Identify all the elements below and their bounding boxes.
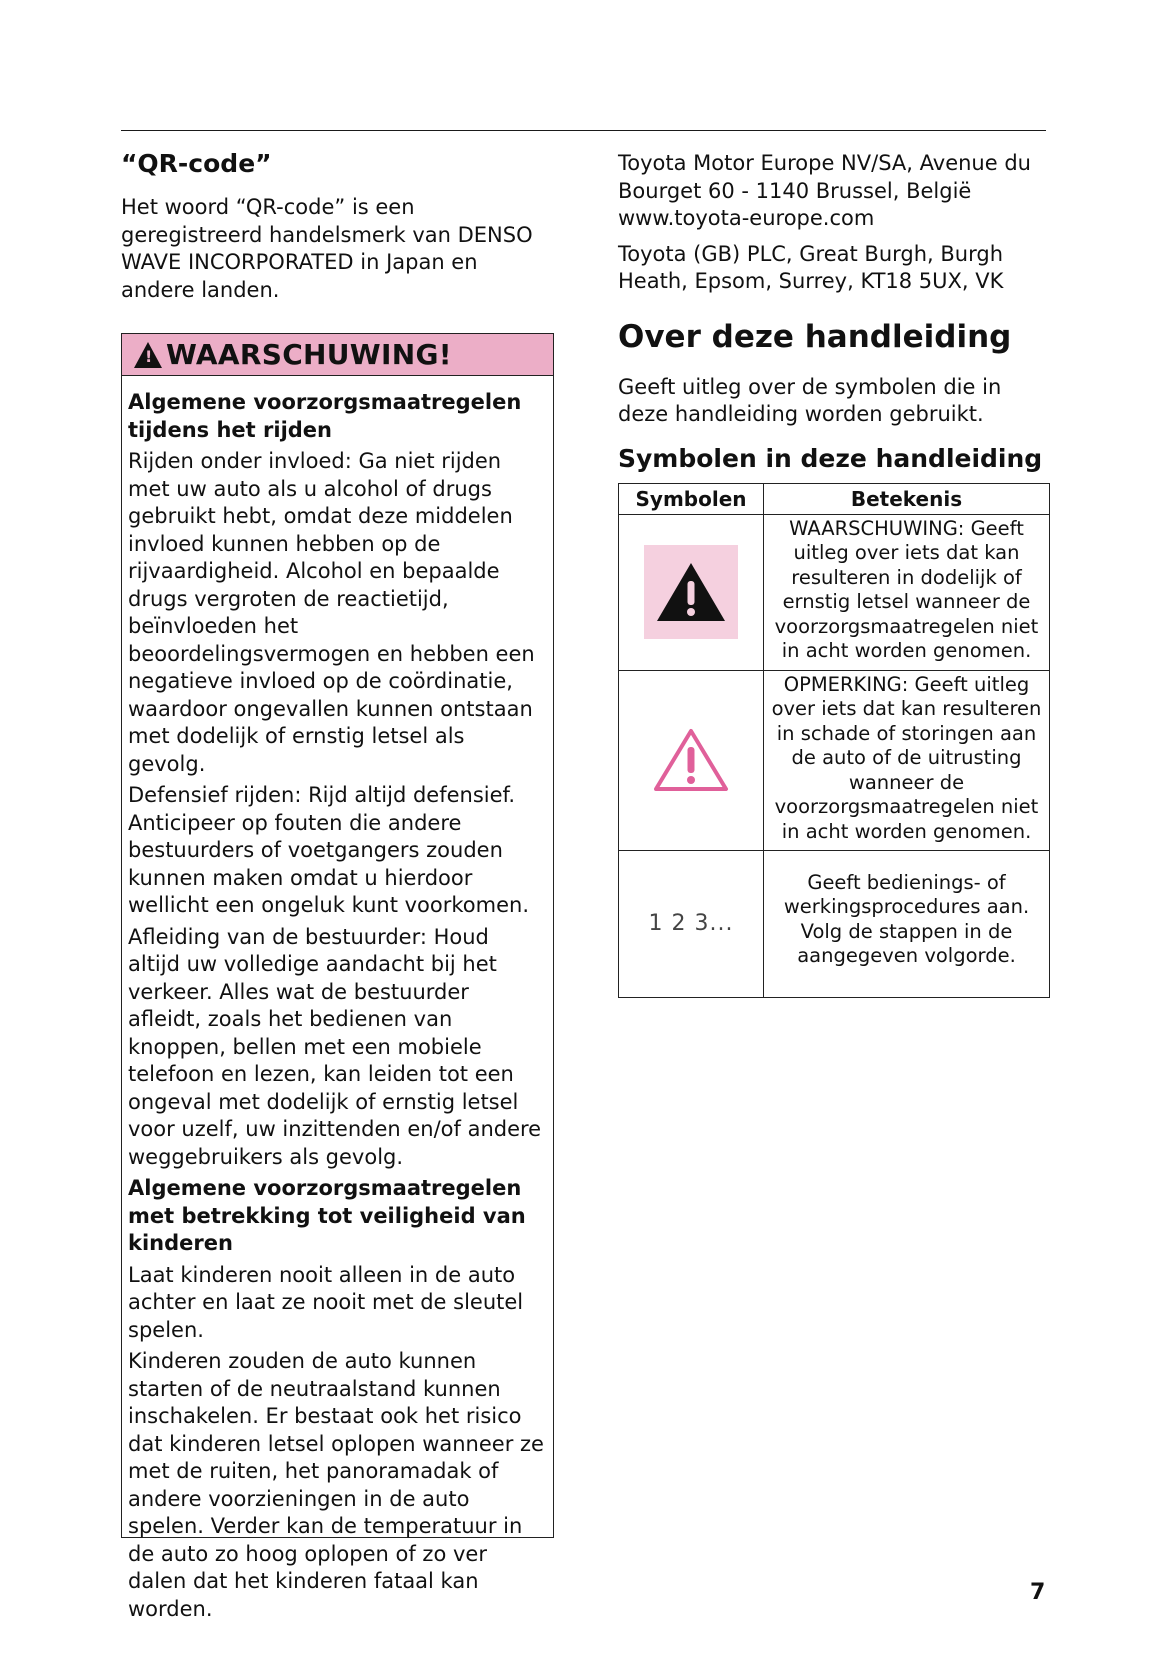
left-column: [121, 148, 555, 304]
qr-text: Het woord “QR-code” is een geregistreerd handelsmerk van DENSO WAVE INCORPORATED in Japan en andere landen.: [121, 195, 533, 302]
warning-paragraph: Afleiding van de bestuurder: Houd altijd uw volledige aandacht bij het verkeer. Alles wat de bestuurder afleidt, zoals het bedienen van knoppen, bellen met een mobiele telefoon en lezen, kan leiden tot een ongeval met dodelijk of ernstig letsel voor uzelf, uw inzittenden en/of andere weggebruikers als gevolg.: [128, 924, 542, 1169]
table-cell: [619, 514, 764, 670]
top-rule: [121, 130, 1046, 131]
table-cell: [764, 514, 1050, 670]
symbols-heading: Symbolen in deze handleiding: [618, 443, 1043, 473]
caution-triangle-icon: [653, 727, 729, 793]
table-row: [619, 850, 1050, 997]
table-cell: [764, 670, 1050, 850]
table-header-row: [619, 483, 1050, 514]
symbol-description: OPMERKING: Geeft uitleg over iets dat kan resulteren in schade of storingen aan de auto of de uitrusting wanneer de voorzorgsmaatregelen niet in acht worden genomen.: [771, 672, 1042, 843]
table-row: [619, 514, 1050, 670]
warning-body: [128, 389, 546, 1627]
table-header: Betekenis: [764, 483, 1050, 514]
table-cell: [619, 670, 764, 850]
warning-triangle-icon: [644, 545, 738, 639]
symbol-description: Geeft bedienings- of werkingsprocedures aan. Volg de stappen in de aangegeven volgorde.: [783, 870, 1030, 967]
warning-paragraph: Kinderen zouden de auto kunnen starten of de neutraalstand kunnen inschakelen. Er bestaat ook het risico dat kinderen letsel oplopen wanneer ze met de ruiten, het panoramadak of andere voorzieningen in de auto spelen. Verder kan de temperatuur in de auto zo hoog oplopen of zo ver dalen dat het kinderen fataal kan worden.: [128, 1349, 544, 1621]
warning-header: [122, 334, 553, 376]
table-header: Symbolen: [619, 483, 764, 514]
warning-icon: !: [134, 342, 162, 368]
warning-box: [121, 333, 554, 1621]
section-heading: Over deze handleiding: [618, 318, 1012, 355]
warning-paragraph: Laat kinderen nooit alleen in de auto achter en laat ze nooit met de sleutel spelen.: [128, 1262, 524, 1342]
section-intro: Geeft uitleg over de symbolen die in deze handleiding worden gebruikt.: [618, 374, 1002, 426]
qr-heading: “QR-code”: [121, 149, 272, 178]
right-column: [618, 150, 1048, 998]
table-cell: [764, 850, 1050, 997]
warning-paragraph: Defensief rijden: Rijd altijd defensief. Anticipeer op fouten die andere bestuurders of voetgangers zouden kunnen maken omdat u hierdoor wellicht een ongeluk kunt voorkomen.: [128, 783, 529, 917]
warning-paragraph: Rijden onder invloed: Ga niet rijden met uw auto als u alcohol of drugs gebruikt hebt, omdat deze middelen invloed kunnen hebben op de rijvaardigheid. Alcohol en bepaalde drugs vergroten de reactietijd, beïnvloeden het beoordelingsvermogen en hebben een negatieve invloed op de coördinatie, waardoor ongevallen kunnen ontstaan met dodelijk of ernstig letsel als gevolg.: [128, 449, 535, 776]
symbol-description: WAARSCHUWING: Geeft uitleg over iets dat kan resulteren in dodelijk of ernstig letsel wanneer de voorzorgsmaatregelen niet in acht worden genomen.: [774, 516, 1039, 662]
step-numbers-symbol: 1 2 3...: [648, 911, 734, 936]
warning-subheading: Algemene voorzorgsmaatregelen met betrekking tot veiligheid van kinderen: [128, 1176, 526, 1255]
symbols-table: [618, 483, 1050, 998]
page-number: 7: [1030, 1580, 1046, 1605]
address-gb: Toyota (GB) PLC, Great Burgh, Burgh Heath, Epsom, Surrey, KT18 5UX, VK: [618, 241, 1004, 293]
table-cell: [619, 850, 764, 997]
warning-title: WAARSCHUWING!: [166, 338, 452, 371]
address-europe: Toyota Motor Europe NV/SA, Avenue du Bourget 60 - 1140 Brussel, België www.toyota-europe.com: [618, 151, 1031, 230]
warning-subheading: Algemene voorzorgsmaatregelen tijdens het rijden: [128, 390, 522, 442]
table-row: [619, 670, 1050, 850]
